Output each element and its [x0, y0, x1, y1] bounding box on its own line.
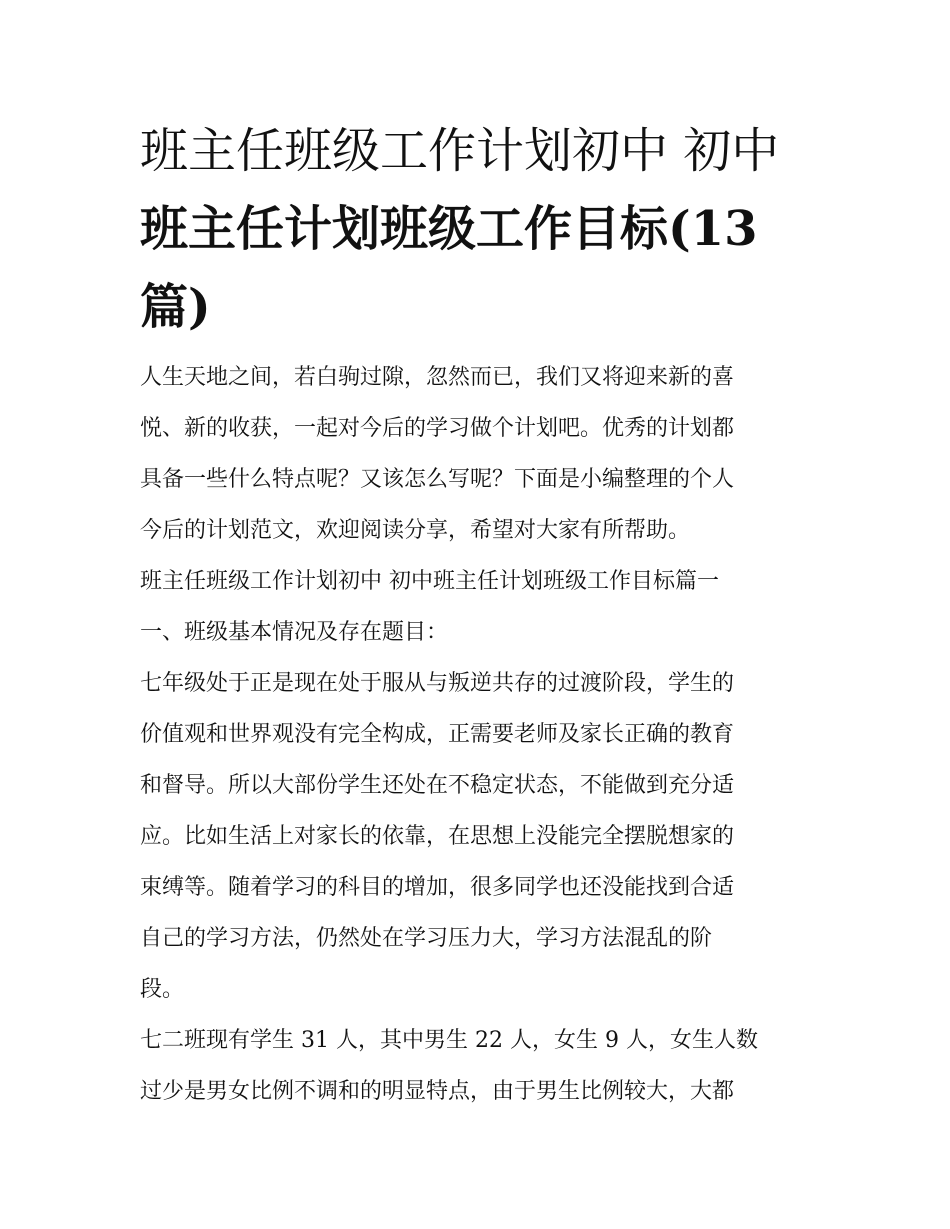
document-title — [140, 112, 820, 346]
title-line-2: 班主任计划班级工作目标(13 — [140, 201, 758, 257]
body-paragraph — [140, 1015, 820, 1117]
text-line: 束缚等。随着学习的科目的增加，很多同学也还没能找到合适 — [140, 875, 735, 900]
text-line: 今后的计划范文，欢迎阅读分享，希望对大家有所帮助。 — [140, 518, 691, 543]
text-line: 班主任班级工作计划初中 初中班主任计划班级工作目标篇一 — [140, 569, 719, 594]
text-line: 应。比如生活上对家长的依靠，在思想上没能完全摆脱想家的 — [140, 824, 735, 849]
text-line: 悦、新的收获，一起对今后的学习做个计划吧。优秀的计划都 — [140, 416, 735, 441]
text-line: 七年级处于正是现在处于服从与叛逆共存的过渡阶段，学生的 — [140, 671, 735, 696]
document-body — [140, 352, 820, 1117]
body-paragraph — [140, 658, 820, 1015]
section-heading — [140, 556, 820, 607]
text-line: 具备一些什么特点呢？又该怎么写呢？下面是小编整理的个人 — [140, 467, 735, 492]
text-line: 过少是男女比例不调和的明显特点，由于男生比例较大，大都 — [140, 1079, 735, 1104]
text-line: 一、班级基本情况及存在题目： — [140, 620, 449, 645]
text-line: 七二班现有学生 31 人，其中男生 22 人，女生 9 人，女生人数 — [140, 1028, 758, 1053]
title-line-3: 篇) — [140, 279, 211, 335]
intro-paragraph — [140, 352, 820, 556]
text-line: 人生天地之间，若白驹过隙，忽然而已，我们又将迎来新的喜 — [140, 365, 735, 390]
text-line: 和督导。所以大部份学生还处在不稳定状态，不能做到充分适 — [140, 773, 735, 798]
text-line: 价值观和世界观没有完全构成，正需要老师及家长正确的教育 — [140, 722, 735, 747]
text-line: 段。 — [140, 977, 185, 1002]
subsection-heading — [140, 607, 820, 658]
text-line: 自己的学习方法，仍然处在学习压力大，学习方法混乱的阶 — [140, 926, 713, 951]
title-line-1: 班主任班级工作计划初中 初中 — [140, 123, 780, 179]
